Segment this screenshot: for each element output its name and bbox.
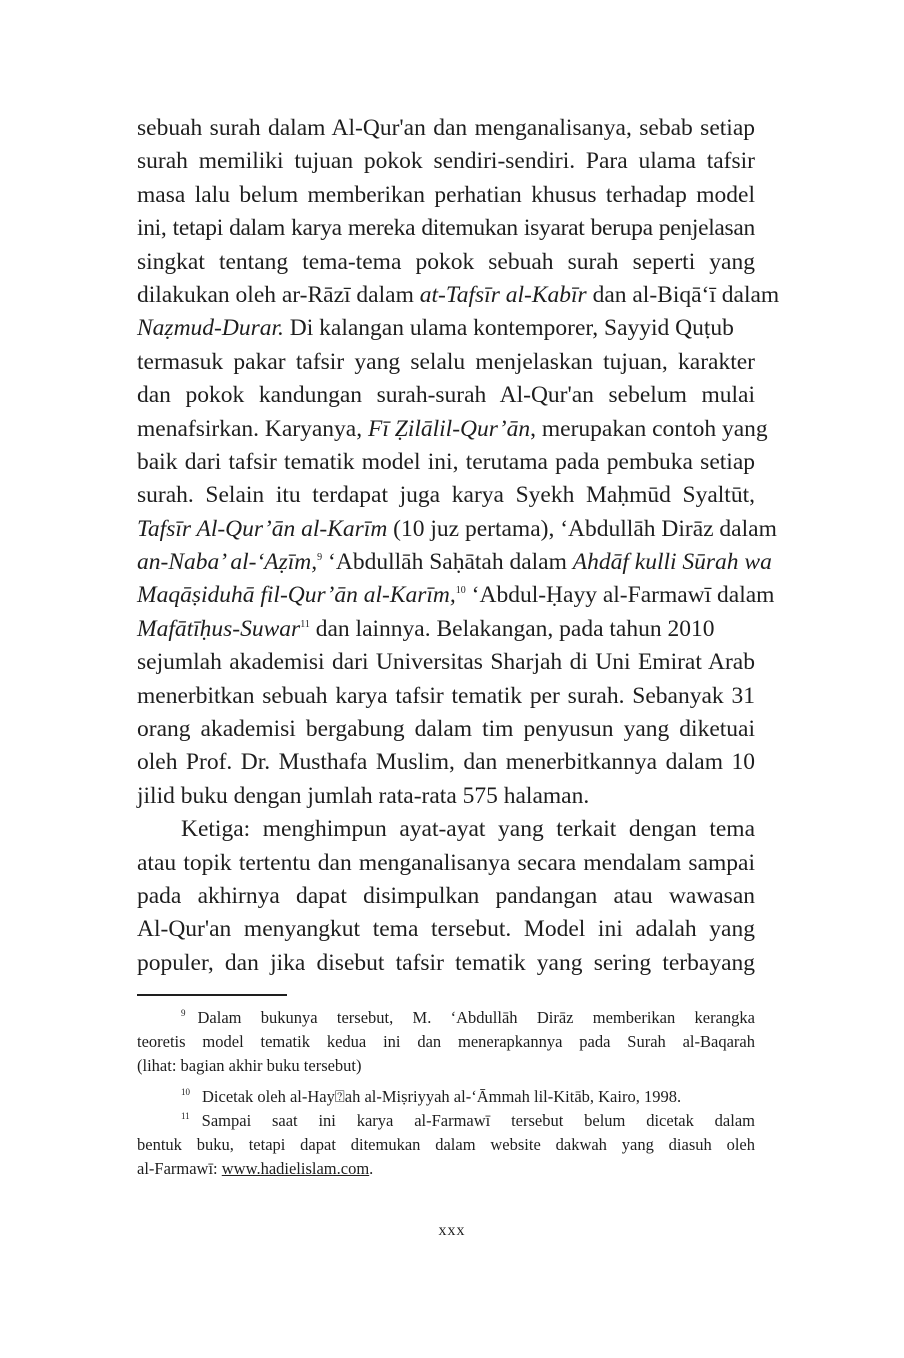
book-title: Mafātīḥus-Suwar [137,615,301,642]
text-line: sejumlah akademisi dari Universitas Sharjah di Uni Emirat Arab [137,649,755,676]
text-line: Naẓmud-Durar. Di kalangan ulama kontemporer, Sayyid Quṭub [137,315,734,342]
website-link[interactable]: www.hadielislam.com [221,1158,370,1178]
text-line: baik dari tafsir tematik model ini, terutama pada pembuka setiap [137,448,755,475]
footnote-divider [137,994,287,996]
text-line: Maqāṣiduhā fil-Qur’ān al-Karīm,$^{10}$ ‘Abdul-Ḥayy al-Farmawī dalam [137,582,775,609]
text-line: populer, dan jika disebut tafsir tematik yang sering terbayang [137,949,755,976]
book-title: Ahdāf kulli Sūrah wa [572,549,772,576]
footnote-line: bentuk buku, tetapi dapat ditemukan dalam website dakwah yang diasuh oleh [137,1134,755,1154]
main-text [137,112,780,980]
text-line: ini, tetapi dalam karya mereka ditemukan isyarat berupa penjelasan [137,215,755,242]
text-line: termasuk pakar tafsir yang selalu menjelaskan tujuan, karakter [137,348,755,375]
footnote-number: 9 [181,1008,186,1018]
footnote-number: 11 [181,1111,190,1122]
page-number: xxx [438,1222,466,1239]
text-line: an-Naba’ al-‘Aẓīm,$^9$ ‘Abdullāh Saḥātah dalam Ahdāf kulli Sūrah wa [137,549,772,576]
footnote-line: teoretis model tematik kedua ini dan menerapkannya pada Surah al-Baqarah [137,1031,755,1051]
footnote-ref-11[interactable]: 11 [300,618,310,630]
text-line: singkat tentang tema-tema pokok sebuah surah seperti yang [137,248,755,275]
text-line: Ketiga: menghimpun ayat-ayat yang terkait dengan tema [181,816,755,843]
text-line: dilakukan oleh ar-Rāzī dalam at-Tafsīr al-Kabīr dan al-Biqā‘ī dalam [137,281,780,308]
footnote-line: al-Farmawī: www.hadielislam.com. [137,1158,374,1178]
text-line: Tafsīr Al-Qur’ān al-Karīm (10 juz pertama), ‘Abdullāh Dirāz dalam [137,515,777,542]
footnote-10: $^{10}$ Dicetak oleh al-Hay⍰ah al-Miṣriyyah al-‘Āmmah lil-Kitāb, Kairo, 1998. [181,1087,682,1107]
book-title: at-Tafsīr al-Kabīr [419,281,587,308]
footnote-number: 10 [181,1087,190,1098]
text-line: pada akhirnya dapat disimpulkan pandangan atau wawasan [137,882,755,909]
text-line: menafsirkan. Karyanya, Fī Ẓilālil-Qur’ān, merupakan contoh yang [137,415,768,442]
text-line: menerbitkan sebuah karya tafsir tematik per surah. Sebanyak 31 [137,682,755,709]
text-line: Mafātīḥus-Suwar$^{11}$ dan lainnya. Belakangan, pada tahun 2010 [137,615,715,642]
book-title: Fī Ẓilālil-Qur’ān [367,415,531,442]
text-line: oleh Prof. Dr. Musthafa Muslim, dan menerbitkannya dalam 10 [137,749,755,776]
book-title: Maqāṣiduhā fil-Qur’ān al-Karīm, [137,582,456,609]
text-line: sebuah surah dalam Al-Qur'an dan menganalisanya, sebab setiap [137,115,755,141]
book-title: Tafsīr Al-Qur’ān al-Karīm [137,515,388,542]
text-line: atau topik tertentu dan menganalisanya secara mendalam sampai [137,849,755,876]
footnote-9: $^9$ Dalam bukunya tersebut, M. ‘Abdullāh Dirāz memberikan kerangka [181,1008,755,1027]
text-line: masa lalu belum memberikan perhatian khusus terhadap model [137,181,755,208]
text-line: jilid buku dengan jumlah rata-rata 575 halaman. [137,782,590,809]
text-line: Al-Qur'an menyangkut tema tersebut. Model ini adalah yang [137,916,755,943]
footnotes [137,1006,755,1181]
text-line: surah memiliki tujuan pokok sendiri-sendiri. Para ulama tafsir [137,148,755,175]
book-title: Naẓmud-Durar. [137,315,284,342]
text-line: orang akademisi bergabung dalam tim penyusun yang diketuai [137,716,755,743]
footnote-11: $^{11}$ Sampai saat ini karya al-Farmawī tersebut belum dicetak dalam [181,1111,755,1131]
text-line: surah. Selain itu terdapat juga karya Syekh Maḥmūd Syaltūt, [137,482,755,509]
footnote-line: (lihat: bagian akhir buku tersebut) [137,1055,362,1075]
book-title: an-Naba’ al-‘Aẓīm, [137,549,318,576]
footnote-ref-10[interactable]: 10 [455,585,466,597]
footnote-ref-9[interactable]: 9 [317,552,323,564]
text-line: dan pokok kandungan surah-surah Al-Qur'an sebelum mulai [137,382,755,409]
